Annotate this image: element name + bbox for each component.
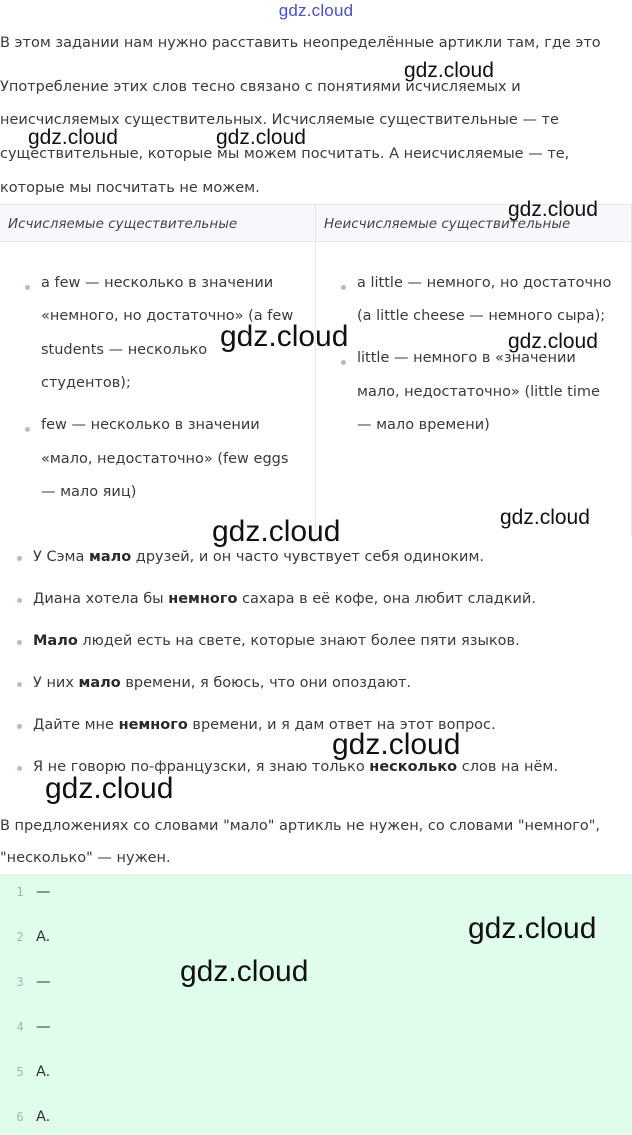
watermark: gdz.cloud: [508, 198, 598, 221]
cell-text: (a little cheese — немного сыра);: [357, 308, 606, 324]
sentence-item: [0, 672, 632, 696]
cell-text: — мало яиц): [41, 484, 137, 500]
sentence-key-word: несколько: [369, 759, 458, 775]
intro-line-3: неисчисляемых существительных. Исчисляемые существительные — те: [0, 112, 559, 128]
answer-row: [0, 1014, 632, 1044]
list-bullet: [17, 598, 22, 603]
cell-text: студентов);: [41, 375, 131, 391]
answer-row: [0, 969, 632, 999]
cell-text: a few — несколько в значении: [41, 275, 274, 291]
cell-text: — мало времени): [357, 417, 490, 433]
watermark: gdz.cloud: [216, 126, 306, 149]
list-bullet: [17, 766, 22, 771]
answer-number: 6: [16, 1110, 24, 1124]
watermark: gdz.cloud: [220, 320, 349, 353]
sentence-pre: Я не говорю по-французски, я знаю только: [33, 759, 370, 775]
sentence-pre: Диана хотела бы: [33, 591, 169, 607]
cell-text: «немного, но достаточно» (a few: [41, 308, 294, 324]
sentence-post: времени, и я дам ответ на этот вопрос.: [187, 717, 496, 733]
sentence-pre: У Сэма: [33, 549, 89, 565]
list-bullet: [17, 556, 22, 561]
answer-value: —: [36, 974, 51, 990]
watermark: gdz.cloud: [508, 330, 598, 353]
watermark: gdz.cloud: [180, 955, 309, 988]
sentence-post: времени, я боюсь, что они опоздают.: [120, 675, 412, 691]
intro-line-2: Употребление этих слов тесно связано с понятиями исчисляемых и: [0, 79, 521, 95]
sentence-post: сахара в её кофе, она любит сладкий.: [237, 591, 536, 607]
answer-row: [0, 1059, 632, 1089]
sentence-key-word: Мало: [33, 633, 78, 649]
sentence-pre: У них: [33, 675, 79, 691]
table-header-countable: Исчисляемые существительные: [0, 204, 315, 242]
cell-text: students — несколько: [41, 342, 208, 358]
sentence-post: слов на нём.: [457, 759, 558, 775]
cell-text: little — немного в «значении: [357, 350, 576, 366]
answer-number: 1: [16, 885, 24, 899]
answer-value: A.: [36, 1064, 51, 1080]
list-bullet: [341, 285, 346, 290]
conclusion-line-2: "несколько" — нужен.: [0, 850, 171, 866]
answer-row: [0, 879, 632, 909]
sentence-key-word: немного: [168, 591, 238, 607]
cell-text: a little — немного, но достаточно: [357, 275, 612, 291]
sentence-key-word: мало: [78, 675, 121, 691]
cell-text: мало, недостаточно» (little time: [357, 384, 600, 400]
answer-value: A.: [36, 929, 51, 945]
list-bullet: [25, 285, 30, 290]
cell-text: few — несколько в значении: [41, 417, 260, 433]
list-bullet: [17, 640, 22, 645]
conclusion-line-1: В предложениях со словами "мало" артикль не нужен, со словами "немного",: [0, 818, 600, 834]
sentence-item: [0, 546, 632, 570]
sentence-item: [0, 714, 632, 738]
answer-value: A.: [36, 1109, 51, 1125]
table-divider: [315, 242, 316, 536]
watermark: gdz.cloud: [404, 59, 494, 82]
intro-line-1: В этом задании нам нужно расставить неопределённые артикли там, где это: [0, 35, 601, 51]
sentence-key-word: мало: [88, 549, 132, 565]
answer-value: —: [36, 1019, 51, 1035]
answer-value: —: [36, 884, 51, 900]
watermark: gdz.cloud: [500, 506, 590, 529]
watermark: gdz.cloud: [28, 126, 118, 149]
watermark: gdz.cloud: [212, 515, 341, 548]
sentence-post: людей есть на свете, которые знают более пяти языков.: [77, 633, 520, 649]
table-header-uncountable: Неисчисляемые существительные: [315, 204, 632, 242]
list-bullet: [17, 682, 22, 687]
answer-row: [0, 1104, 632, 1134]
watermark: gdz.cloud: [332, 728, 461, 761]
watermark: gdz.cloud: [45, 772, 174, 805]
sentence-item: [0, 630, 632, 654]
answer-number: 4: [16, 1020, 24, 1034]
sentence-item: [0, 588, 632, 612]
sentence-pre: Дайте мне: [33, 717, 119, 733]
site-logo[interactable]: gdz.cloud: [278, 1, 354, 20]
intro-line-5: которые мы посчитать не можем.: [0, 180, 260, 196]
list-bullet: [25, 427, 30, 432]
answer-number: 5: [16, 1065, 24, 1079]
watermark: gdz.cloud: [468, 912, 597, 945]
answer-number: 3: [16, 975, 24, 989]
list-bullet: [341, 360, 346, 365]
sentence-key-word: немного: [118, 717, 188, 733]
nouns-table: [0, 204, 632, 536]
intro-line-4: существительные, которые мы можем посчитать. А неисчисляемые — те,: [0, 146, 570, 162]
cell-text: «мало, недостаточно» (few eggs: [41, 451, 289, 467]
sentence-post: друзей, и он часто чувствует себя одиноким.: [131, 549, 485, 565]
answer-number: 2: [16, 930, 24, 944]
list-bullet: [17, 724, 22, 729]
